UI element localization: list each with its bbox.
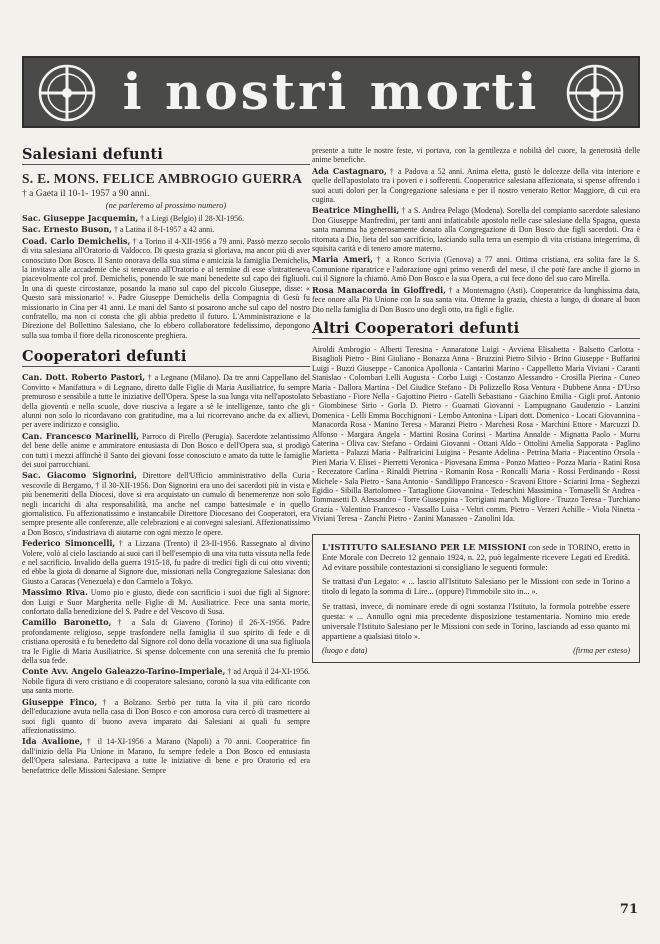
notice-paragraph: Se trattasi, invece, di nominare erede di ogni sostanza l'Istituto, la formola potrebbe essere questa: « ... Annullo ogni mia precedente disposizione testamentaria. Nomino mio erede universale l'Istituto Salesiano per le Missioni con sede in Torino, lasciando ad esso quanto mi appartiene a qualsiasi titolo ».: [322, 601, 630, 642]
obituary-entry: [22, 432, 310, 470]
obituary-entry: [22, 539, 310, 586]
entry-text: † a Sala di Giaveno (Torino) il 26-X-1956. Padre profondamente religioso, seppe trasfondere nella famiglia il suo spirito di fede e di cristiana operosità e fu benedetto dal Signore col dono della vocazione di una sua figliuola tra le Figlie di Maria Ausiliatrice. Si spense dolcemente con una serenità che fu premio della sua fede.: [22, 618, 310, 666]
emblem-icon: [564, 62, 626, 124]
banner-title: i nostri morti: [122, 62, 540, 121]
entry-name: Conte Avv. Angelo Galeazzo-Tarino-Imperiale,: [22, 666, 226, 677]
banner: [22, 56, 640, 128]
entry-name: Ida Avalione,: [22, 736, 83, 747]
entry-name: Can. Dott. Roberto Pastori,: [22, 372, 146, 383]
feature-line: † a Gaeta il 10-1- 1957 a 90 anni.: [22, 189, 150, 199]
names-list: Airoldi Ambrogio - Alberti Teresina - Annaratone Luigi - Avviena Elisabetta - Balsetto Carlotta - Bisaglioli Pietro - Bini Giuliano - Bonazza Anna - Bruzzini Pietro Silvio - Brino Giuseppe - Buffarini Luigi - Buzzi Giuseppe - Canonica Apollonia - Cantarini Marino - Cappelletto Maria Viviani - Caranti Stanislao - Colombari Lelli Augusta - Corbo Luigi - Costanzo Alessandro - Crosilla Pierina - Cuneo Maria - Dallora Martina - Del Giudice Stefano - Di Polizzello Rosa Ventura - Dubbene Anna - D'Urso Sebastiano - Fiore Nella - Gajottino Pietro - Gatelli Sebastiano - Giachino Emilia - Gigli prof. Antonio - Giombinese Sirio - Gorla D. Pietro - Guarnati Giovanni - Lampugnano Gaudenzio - Lanzini Domenica - Lelli Emma Bocchignoni - Lembo Antonina - Lipari dott. Domenico - Locati Giovannina - Manacorda Rosa - Manino Teresa - Maranzi Pietro - Marchesi Rosa - Marchini Ettore - Marcuzzi D. Alfonso - Margara Angela - Martini Rosina Corinsi - Martina Annalde - Mignatta Paolo - Murru Caterina - Oliva cav. Stefano - Ordaini Giovanni - Ottani Aldo - Ottolini Amelia Sapporata - Paglino Marietta - Palazzi Maria - Palfraricini Luigina - Pesante Adelina - Petrina Maria - Piacentino Orsola - Pieri Maria V. Elisei - Pierretti Veronica - Piovesana Emma - Ponzo Matteo - Pozza Maria - Ratini Rosa - Recezatore Carlina - Rinaldi Pietrina - Romanin Rosa - Roncalli Maria - Rossi Ferdinando - Rossi Michele - Sala Pietro - Sana Antonio - Sandilippo Francesco - Scavoni Ettore - Sciarini Irma - Seghezzi Egidio - Sibilla Bartolomeo - Tartaglione Giovannina - Tedeschini Massimina - Tomaselli Sr Andrea - Tommasetti D. Alessandro - Torre Giuseppina - Torrigiani march. Migliore - Truzzo Teresa - Turchiano Grazia - Valentino Francesco - Vassallo Luisa - Veltri comm. Pietro - Verzeri Achille - Viola Ninetta - Viviani Teresa - Zanchi Pietro - Zanini Manasseo - Zanolini Ida.: [312, 344, 640, 524]
entry-name: Rosa Manacorda in Gioffredi,: [312, 284, 446, 295]
entry-name: Beatrice Minghelli,: [312, 205, 400, 216]
entry-text: † a Torino il 4-XII-1956 a 79 anni. Passò mezzo secolo di vita salesiana all'Oratorio di Valdocco. Di questa grazia si gloriava, ma ancor più di aver conosciuto Don Bosco. Il Santo onorava della sua stima e amicizia la famiglia Demichelis, la invitava alle accademie che si tenevano all'Oratorio e al termine di esse s'intratteneva piacevolmente col prof. Demichelis, ponendo le sue mani benedette sul capo dei figliuoli. In una di queste circostanze, posando la mano sul capo del piccolo Giuseppe, disse: « Questo sarà missionario! ». Padre Giuseppe Demichelis della Compagnia di Gesù fu missionario in Cina per 41 anni. Le mani del Santo si posarono anche sul capo del nostro confratello, ma non ci consta che gli abbia predetto il futuro. L'Amministrazione e la Direzione del Bollettino Salesiano, che lo ebbero collaboratore fedelissimo, depongono sulla sua tomba il fiore della riconoscente preghiera.: [22, 236, 310, 340]
notice-paragraph: [322, 542, 630, 574]
notice-footer: [322, 646, 630, 655]
entry-name: Maria Ameri,: [312, 254, 373, 265]
footer-place-date: (luogo e data): [322, 646, 368, 656]
entry-text: † a Latina il 8-I-1957 a 42 anni.: [111, 225, 215, 235]
obituary-entry: [312, 286, 640, 314]
entry-name: Ada Castagnaro,: [312, 165, 387, 176]
left-column: [22, 146, 310, 777]
entry-text: Parroco di Pirello (Perugia). Sacerdote zelantissimo del bene delle anime e ammiratore entusiasta di Don Bosco e dell'Opera sua, si prodigò con tutti i mezzi affinchè il Santo dei giovani fosse conosciuto e amato da tutte le famiglie dei suoi parrocchiani.: [22, 431, 310, 469]
entry-name: Camillo Baronetto,: [22, 617, 112, 628]
entry-text: † il 14-XI-1956 a Marano (Napoli) a 70 anni. Cooperatrice fin dall'inizio della Pia Unione in Marano, fu sempre fedele a Don Bosco ed entusiasta dell'Opera salesiana. Partecipava a tutte le iniziative di bene e pro Oratorio ed era benefattrice delle Missioni Salesiane. Sempre: [22, 737, 310, 775]
right-column: [312, 146, 640, 663]
entry-name: Sac. Giacomo Signorini,: [22, 470, 137, 481]
obituary-entry: [22, 588, 310, 616]
section-title-salesiani: Salesiani defunti: [22, 146, 310, 165]
entry-name: Sac. Giuseppe Jacquemin,: [22, 213, 139, 223]
obituary-entry: [22, 737, 310, 775]
obituary-entry: [22, 698, 310, 736]
obituary-entry: [312, 167, 640, 205]
obituary-entry: [22, 225, 310, 234]
page-number: 71: [619, 902, 638, 917]
obituary-entry: [22, 667, 310, 695]
entry-text: † a S. Andrea Pelago (Modena). Sorella del compianto sacerdote salesiano Don Giuseppe Manfredini, per tanti anni infaticabile apostolo nelle case salesiane della Spagna, questa santa mamma ha generosamente donato alla Congregazione di Don Bosco due figli sacerdoti. Ora è ritornata a Dio, lieta del suo sacrificio, lasciando sulla terra un esempio di vita cristiana integerrima, di squisita carità e di tenero amore materno.: [312, 206, 641, 254]
footer-signature: (firma per esteso): [573, 646, 630, 656]
entry-name: Coad. Carlo Demichelis,: [22, 235, 131, 246]
feature-name: S. E. MONS. FELICE AMBROGIO GUERRA: [22, 171, 303, 186]
entry-text: † a Ronco Scrivia (Genova) a 77 anni. Ottima cristiana, era solita fare la S. Comunione riparatrice e l'adorazione ogni primo venerdì del mese, il che potè fare anche il giorno in cui il Signore la chiamò. Amò Don Bosco e la sua Opera, a cui fece dono del suo caro Mirella.: [312, 255, 640, 284]
obituary-entry: [22, 373, 310, 429]
entry-name: Giuseppe Finco,: [22, 696, 98, 707]
entry-name: Can. Francesco Marinelli,: [22, 430, 140, 441]
continued-text: presente a tutte le nostre feste, vi portava, con la gentilezza e nobiltà del cuore, la generosità delle anime benefiche.: [312, 146, 640, 165]
entry-name: Sac. Ernesto Buson,: [22, 224, 112, 235]
section-title-cooperatori: Cooperatori defunti: [22, 348, 310, 367]
obituary-entry: [312, 206, 640, 253]
feature-note: (ne parleremo al prossimo numero): [105, 200, 227, 210]
obituary-entry: [312, 255, 640, 283]
obituary-entry: [22, 618, 310, 665]
entry-name: Federico Simoncelli,: [22, 538, 116, 549]
obituary-entry: [22, 214, 310, 223]
entry-text: † a Liegi (Belgio) il 28-XI-1956.: [138, 214, 245, 223]
entry-text: † ad Arquà il 24-XI-1956. Nobile figura di vero cristiano e di cooperatore salesiano, coronò la sua vita edificante con una santa morte.: [22, 667, 310, 696]
entry-text: † a Bolzano. Serbò per tutta la vita il più caro ricordo dell'educazione avuta nella casa di Don Bosco e con amorosa cura cercò di trasmettere ai suoi figli quanto di buono aveva imparato dai Salesiani ai quali fu sempre affezionatissimo.: [22, 697, 310, 735]
entry-name: Massimo Riva.: [22, 587, 88, 598]
entry-text: † a Lizzana (Trento) il 23-II-1956. Rassegnato al divino Volere, volò al cielo lasciando ai suoi cari il bell'esempio di una vita tutta vissuta nella fede e nel sacrificio. Invalido della guerra 1915-18, fu padre di tredici figli di cui otto viventi; ed ebbe la gioia di donarne al Signore due, missionari nella Congregazione Salesiana: don Giusto a Caracas (Venezuela) e don Carmelo a Tokyo.: [22, 539, 310, 586]
entry-text: Uomo pio e giusto, diede con sacrificio i suoi due figli al Signore: don Luigi e Suor Margherita nelle Figlie di M. Ausiliatrice. Fece una santa morte, confortato dalla benedizione del S. Padre e del Vescovo di Susa.: [22, 588, 310, 617]
entry-text: Direttore dell'Ufficio amministrativo della Curia vescovile di Bergamo, † il 30-XII-1956. Don Signorini era uno dei sacerdoti più in vista e più benemeriti della Diocesi, dove si era acquistato un cumulo di benemerenze non solo negli incarichi di alta responsabilità, ma anche nel campo battesimale e in quello giornalistico. Fu affezionatissimo e instancabile Direttore Diocesano dei Cooperatori, era sempre presente alle conferenze, alle celebrazioni e ai convegni salesiani. Affezionatissimo a Don Bosco, s'industriava di aiutarne con ogni mezzo le opere.: [22, 471, 310, 537]
notice-head: L'ISTITUTO SALESIANO PER LE MISSIONI: [322, 541, 527, 552]
entry-text: † a Padova a 52 anni. Anima eletta, gustò le dolcezze della vita interiore e quelle dell'apostolato tra i poveri e i sofferenti. Cooperatrice salesiana affezionata, si spense offrendo i suoi acuti dolori per la Congregazione salesiana e per il nostro venerato Rettor Maggiore, di cui era cugina.: [312, 166, 640, 205]
notice-paragraph: Se trattasi d'un Legato: « ... lascio all'Istituto Salesiano per le Missioni con sede in Torino a titolo di legato la somma di Lire... (oppure) l'immobile sito in... ».: [322, 577, 630, 597]
obituary-entry: [22, 237, 310, 340]
obituary-entry: [22, 471, 310, 537]
legal-notice-box: [312, 534, 640, 664]
entry-text: † a Legnano (Milano). Da tre anni Cappellano del Convitto « Manifattura » di Legnano, diretto dalle Figlie di Maria Ausiliatrice, fu sempre premuroso e sensibile a tutte le iniziative dell'Opera. Spese la sua lunga vita nell'apostolato della gioventù e nello scuole, dove riusciva a legare a sè le intelligenze, tanto che gli alunni non solo lo ricordavano con gratitudine, ma a lui ricorrevano anche da ex allievi, per avere indirizzo e consiglio.: [22, 373, 310, 430]
entry-text: † a Montemagno (Asti). Cooperatrice da lunghissima data, fece onore alla Pia Unione con la sua santa vita. Ottenne la grazia, chiesta a lungo, di donare al buon Dio nella famiglia di Don Bosco uno degli otto, tra figli e figlie.: [312, 285, 640, 314]
section-title-altri: Altri Cooperatori defunti: [312, 320, 640, 339]
notice-text: con sede in TORINO, eretto in Ente Morale con Decreto 12 gennaio 1924, n. 22, può legalmente ricevere Legati ed Eredità. Ad evitare possibile contestazioni si consigliano le seguenti formule:: [322, 542, 631, 573]
